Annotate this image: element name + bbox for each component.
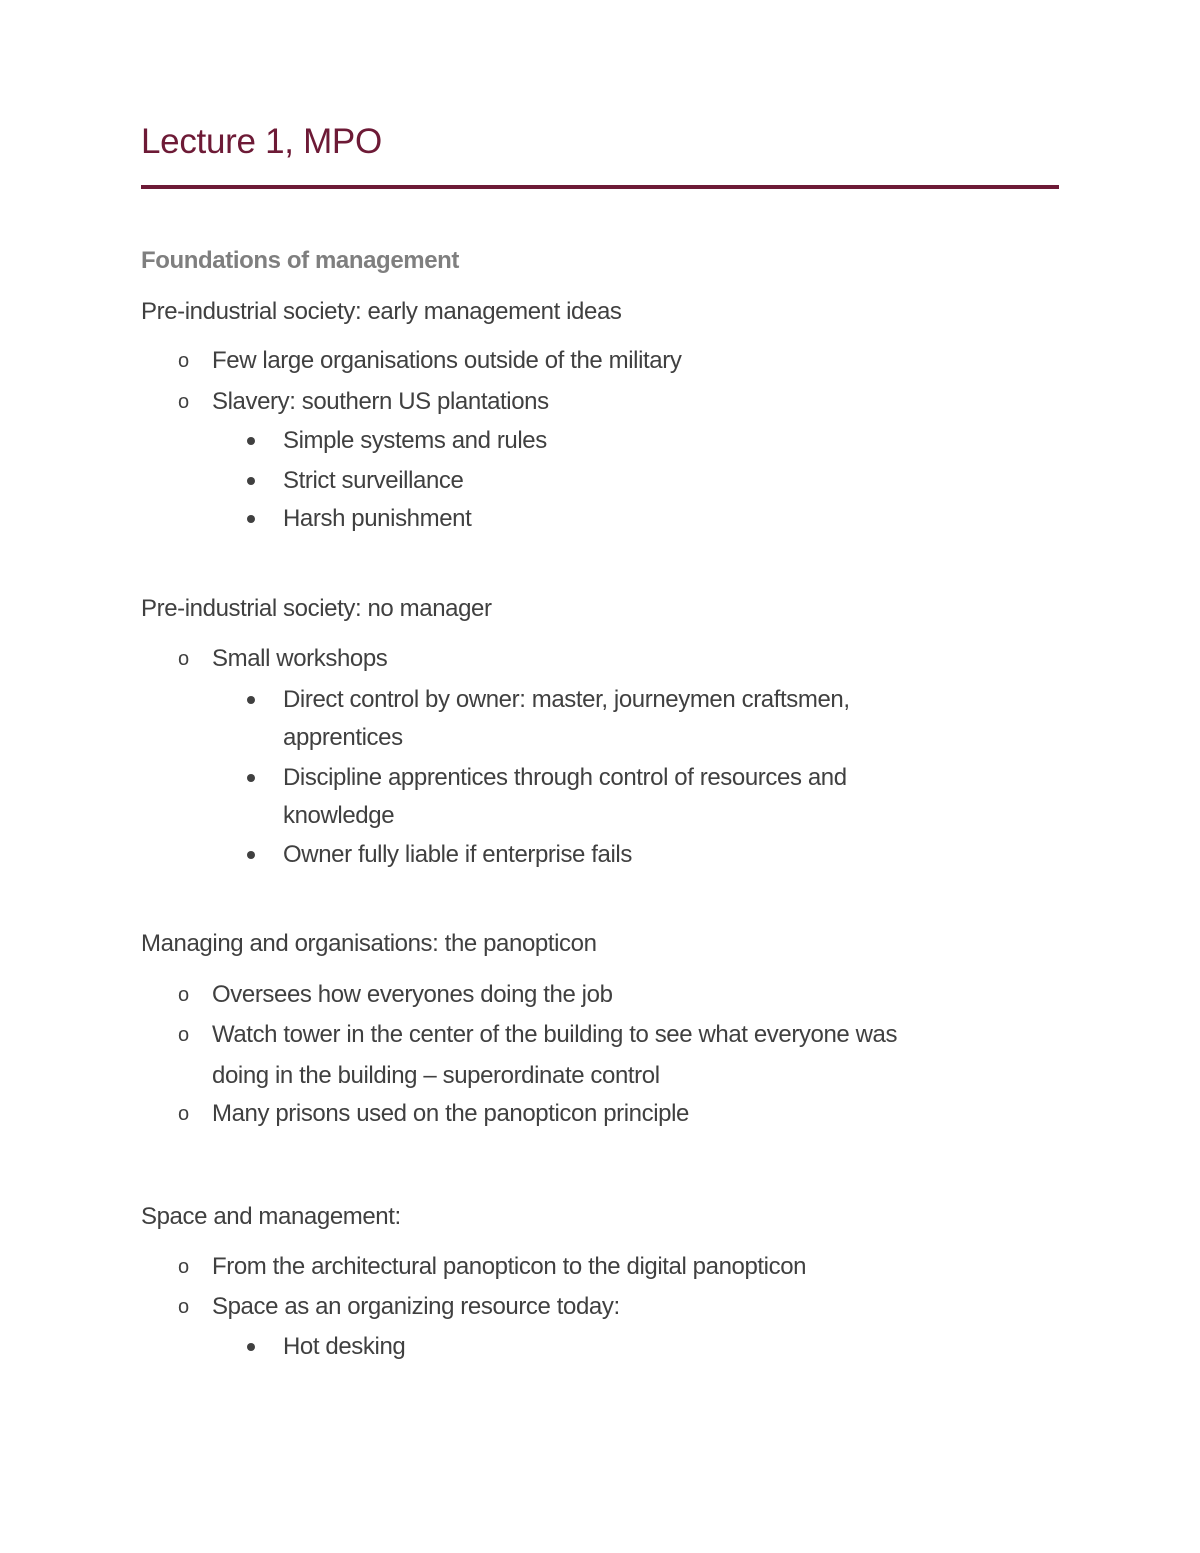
document-title: Lecture 1, MPO [141, 122, 382, 161]
bullet-icon [247, 774, 255, 782]
list-subitem: Strict surveillance [283, 467, 464, 494]
list-subitem-continuation: knowledge [283, 802, 395, 829]
list-item: Watch tower in the center of the building to see what everyone was [212, 1021, 898, 1048]
list-item: Few large organisations outside of the military [212, 347, 682, 374]
section-heading: Pre-industrial society: early management ideas [141, 298, 622, 325]
hollow-circle-bullet-icon: o [178, 350, 190, 372]
list-item: Small workshops [212, 645, 388, 672]
list-subitem: Direct control by owner: master, journeymen craftsmen, [283, 686, 850, 713]
list-item: Slavery: southern US plantations [212, 388, 549, 415]
section-heading: Pre-industrial society: no manager [141, 595, 492, 622]
list-item: From the architectural panopticon to the digital panopticon [212, 1253, 807, 1280]
hollow-circle-bullet-icon: o [178, 984, 190, 1006]
section-subtitle: Foundations of management [141, 247, 460, 274]
list-item: Many prisons used on the panopticon principle [212, 1100, 689, 1127]
hollow-circle-bullet-icon: o [178, 1024, 190, 1046]
bullet-icon [247, 437, 255, 445]
hollow-circle-bullet-icon: o [178, 1256, 190, 1278]
list-subitem: Discipline apprentices through control of resources and [283, 764, 847, 791]
list-item: Oversees how everyones doing the job [212, 981, 613, 1008]
hollow-circle-bullet-icon: o [178, 648, 190, 670]
bullet-icon [247, 1343, 255, 1351]
section-heading: Space and management: [141, 1203, 401, 1230]
hollow-circle-bullet-icon: o [178, 1103, 190, 1125]
bullet-icon [247, 851, 255, 859]
bullet-icon [247, 696, 255, 704]
bullet-icon [247, 515, 255, 523]
list-subitem-continuation: apprentices [283, 724, 403, 751]
bullet-icon [247, 477, 255, 485]
list-subitem: Simple systems and rules [283, 427, 547, 454]
list-subitem: Harsh punishment [283, 505, 472, 532]
list-item: Space as an organizing resource today: [212, 1293, 620, 1320]
list-subitem: Hot desking [283, 1333, 406, 1360]
section-heading: Managing and organisations: the panopticon [141, 930, 597, 957]
list-subitem: Owner fully liable if enterprise fails [283, 841, 632, 868]
list-item-continuation: doing in the building – superordinate control [212, 1062, 660, 1089]
hollow-circle-bullet-icon: o [178, 1296, 190, 1318]
hollow-circle-bullet-icon: o [178, 391, 190, 413]
title-divider [141, 185, 1059, 189]
